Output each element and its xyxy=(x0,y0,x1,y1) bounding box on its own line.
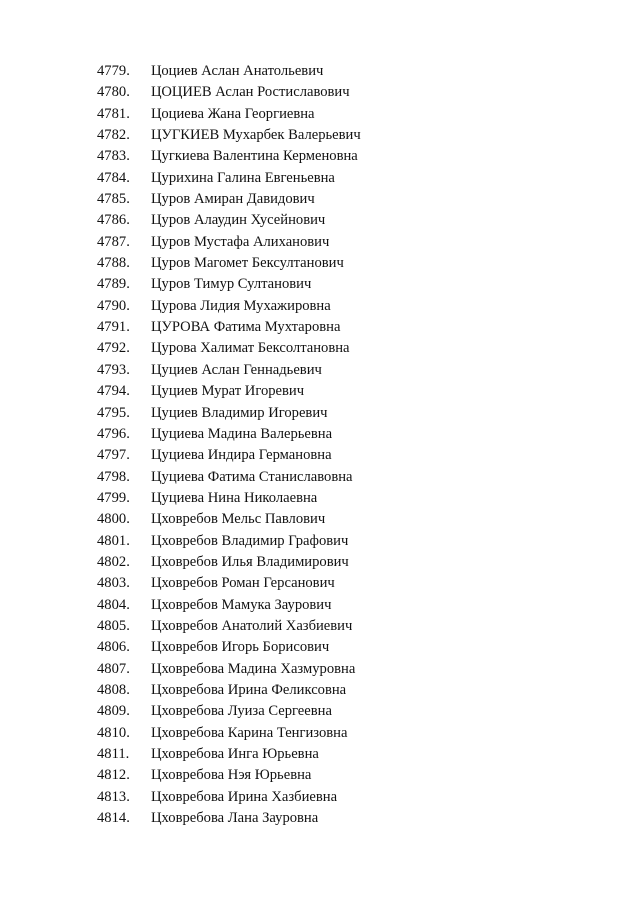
entry-number: 4785. xyxy=(97,191,130,208)
entry-number: 4789. xyxy=(97,276,130,293)
entry-number: 4788. xyxy=(97,255,130,272)
list-item xyxy=(97,403,597,424)
list-item xyxy=(97,381,597,402)
entry-name: Цховребова Ирина Хазбиевна xyxy=(151,788,338,805)
entry-name: Цуров Мустафа Алиханович xyxy=(151,233,330,250)
entry-name: Цуциева Нина Николаевна xyxy=(151,489,318,506)
entry-number: 4804. xyxy=(97,596,130,613)
list-item xyxy=(97,531,597,552)
entry-number: 4783. xyxy=(97,148,130,165)
entry-name: Цурова Лидия Мухажировна xyxy=(151,297,331,314)
entry-number: 4806. xyxy=(97,639,130,656)
list-item xyxy=(97,787,597,808)
entry-number: 4810. xyxy=(97,724,130,741)
entry-number: 4802. xyxy=(97,553,130,570)
entry-number: 4807. xyxy=(97,660,130,677)
entry-name: Цугкиева Валентина Керменовна xyxy=(151,148,358,165)
entry-name: Цуров Алаудин Хусейнович xyxy=(151,212,326,229)
list-item xyxy=(97,168,597,189)
entry-name: ЦОЦИЕВ Аслан Ростиславович xyxy=(151,84,350,101)
list-item xyxy=(97,723,597,744)
entry-name: Цховребов Игорь Борисович xyxy=(151,639,330,656)
entry-name: Цховребов Илья Владимирович xyxy=(151,553,349,570)
entry-name: Цоциев Аслан Анатольевич xyxy=(151,63,324,79)
entry-number: 4812. xyxy=(97,767,130,784)
entry-name: ЦУРОВА Фатима Мухтаровна xyxy=(151,319,341,336)
entry-number: 4796. xyxy=(97,425,130,442)
list-item xyxy=(97,616,597,637)
entry-name: Цховребова Нэя Юрьевна xyxy=(151,767,312,784)
entry-number: 4803. xyxy=(97,575,130,592)
entry-name: ЦУГКИЕВ Мухарбек Валерьевич xyxy=(151,127,361,144)
entry-number: 4786. xyxy=(97,212,130,229)
entry-number: 4781. xyxy=(97,105,130,122)
list-item xyxy=(97,701,597,722)
entry-number: 4793. xyxy=(97,361,130,378)
entry-name: Цховребова Луиза Сергеевна xyxy=(151,703,332,720)
entry-number: 4779. xyxy=(97,63,130,79)
list-item xyxy=(97,317,597,338)
list-item xyxy=(97,61,597,82)
entry-name: Цховребова Инга Юрьевна xyxy=(151,746,319,762)
list-item xyxy=(97,253,597,274)
list-item xyxy=(97,274,597,295)
entry-name: Цховребова Ирина Феликсовна xyxy=(151,681,347,698)
list-item xyxy=(97,595,597,616)
entry-number: 4811. xyxy=(97,746,130,762)
list-item xyxy=(97,232,597,253)
entry-number: 4799. xyxy=(97,489,130,506)
entry-number: 4794. xyxy=(97,383,130,400)
entry-name: Цховребова Лана Зауровна xyxy=(151,810,319,827)
entry-number: 4808. xyxy=(97,681,130,698)
entry-number: 4797. xyxy=(97,447,130,464)
entry-name: Цуциев Мурат Игоревич xyxy=(151,383,305,400)
entry-number: 4790. xyxy=(97,297,130,314)
list-item xyxy=(97,360,597,381)
entry-number: 4792. xyxy=(97,340,130,357)
list-item xyxy=(97,125,597,146)
entry-name: Цховребова Карина Тенгизовна xyxy=(151,724,348,741)
list-item xyxy=(97,189,597,210)
list-item xyxy=(97,104,597,125)
list-item xyxy=(97,509,597,530)
list-item xyxy=(97,467,597,488)
entry-number: 4798. xyxy=(97,468,130,485)
entry-name: Цуциева Индира Германовна xyxy=(151,447,332,464)
entry-name: Цурова Халимат Бексолтановна xyxy=(151,340,350,357)
entry-name: Цуров Магомет Бексултанович xyxy=(151,255,344,272)
list-item xyxy=(97,338,597,359)
entry-number: 4805. xyxy=(97,617,130,634)
entry-name: Цховребов Владимир Графович xyxy=(151,532,349,549)
entry-name: Цховребова Мадина Хазмуровна xyxy=(151,660,356,677)
entry-name: Цховребов Мельс Павлович xyxy=(151,511,326,528)
list-item xyxy=(97,573,597,594)
list-item xyxy=(97,808,597,829)
entry-name: Цховребов Анатолий Хазбиевич xyxy=(151,617,353,634)
list-item xyxy=(97,424,597,445)
entry-name: Цуциева Мадина Валерьевна xyxy=(151,425,333,442)
entry-number: 4809. xyxy=(97,703,130,720)
list-item xyxy=(97,552,597,573)
list-item xyxy=(97,637,597,658)
entry-number: 4801. xyxy=(97,532,130,549)
entry-number: 4784. xyxy=(97,169,130,186)
entry-number: 4780. xyxy=(97,84,130,101)
list-item xyxy=(97,146,597,167)
entry-name: Цоциева Жана Георгиевна xyxy=(151,105,315,122)
list-item xyxy=(97,744,597,765)
entry-name: Цховребов Роман Герсанович xyxy=(151,575,335,592)
entry-name: Цуров Амиран Давидович xyxy=(151,191,315,208)
list-item xyxy=(97,680,597,701)
entry-name: Цурихина Галина Евгеньевна xyxy=(151,169,335,186)
entry-name: Цуциев Аслан Геннадьевич xyxy=(151,361,322,378)
entry-number: 4787. xyxy=(97,233,130,250)
entry-number: 4791. xyxy=(97,319,130,336)
entry-number: 4782. xyxy=(97,127,130,144)
list-item xyxy=(97,82,597,103)
entry-name: Цуциева Фатима Станиславовна xyxy=(151,468,353,485)
list-item xyxy=(97,210,597,231)
list-item xyxy=(97,296,597,317)
entry-name: Цуров Тимур Султанович xyxy=(151,276,312,293)
list-item xyxy=(97,488,597,509)
numbered-name-list xyxy=(97,61,597,829)
entry-name: Цуциев Владимир Игоревич xyxy=(151,404,328,421)
list-item xyxy=(97,659,597,680)
entry-number: 4800. xyxy=(97,511,130,528)
entry-name: Цховребов Мамука Заурович xyxy=(151,596,332,613)
entry-number: 4814. xyxy=(97,810,130,827)
list-item xyxy=(97,765,597,786)
list-item xyxy=(97,445,597,466)
entry-number: 4795. xyxy=(97,404,130,421)
entry-number: 4813. xyxy=(97,788,130,805)
